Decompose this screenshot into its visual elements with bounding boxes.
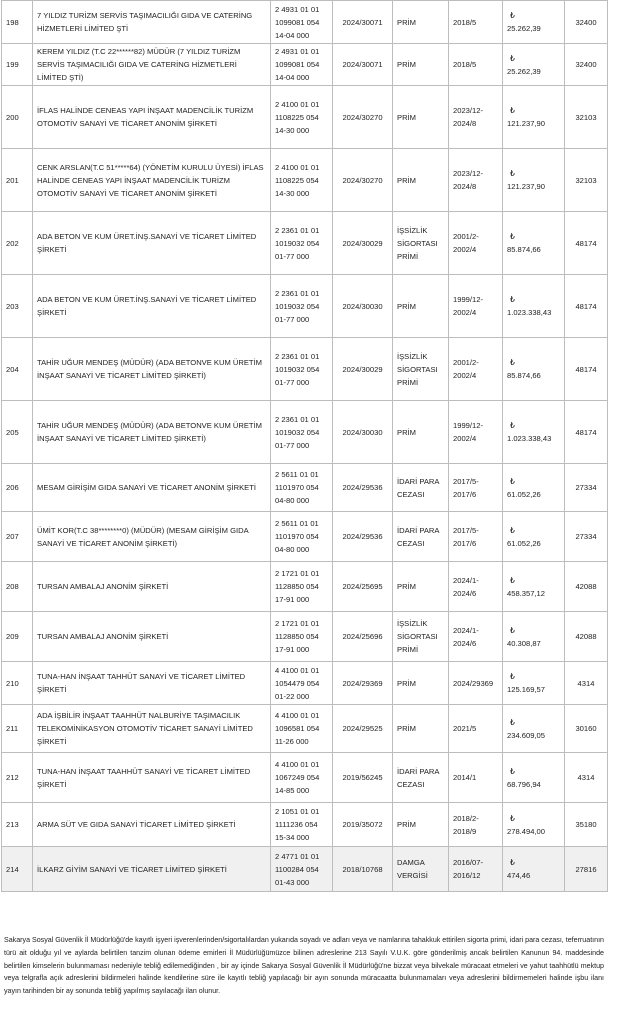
table-row [2,1,608,44]
registry-number [271,86,333,149]
debt-amount [503,612,565,662]
table-row [2,44,608,86]
table-row [2,86,608,149]
debt-amount [503,86,565,149]
row-number: 198 [2,1,33,44]
debt-amount [503,562,565,612]
currency-symbol: ₺ [510,813,515,823]
office-code: 48174 [565,275,608,338]
debtor-name: 7 YILDIZ TURİZM SERVİS TAŞIMACILIĞI GIDA VE CATERİNG HİZMETLERİ LİMİTED ŞTİ [33,1,271,44]
registry-line: 1111236 054 [275,820,318,829]
registry-number [271,753,333,803]
debt-amount [503,275,565,338]
document-number: 2024/30270 [333,86,393,149]
registry-line: 1019032 054 [275,427,320,437]
registry-number [271,338,333,401]
registry-number [271,612,333,662]
amount-value: 68.796,94 [507,779,541,789]
document-number: 2024/30030 [333,275,393,338]
amount-value: 25.262,39 [507,66,541,76]
document-number: 2024/29525 [333,705,393,753]
registry-line: 2 4100 01 01 [275,162,320,172]
debtor-name: KEREM YILDIZ (T.C 22******82) MÜDÜR (7 YILDIZ TURİZM SERVİS TAŞIMACILIĞI GIDA VE CATERİNG HİZMETLERİ LİMİTED ŞTİ) [33,44,271,86]
table-row [2,149,608,212]
debtor-name: TAHİR UĞUR MENDEŞ (MÜDÜR) (ADA BETONVE KUM ÜRETİM İNŞAAT SANAYİ VE TİCARET LİMİTED ŞİRKETİ) [33,401,271,464]
currency-symbol: ₺ [510,625,515,635]
currency-symbol: ₺ [510,717,515,727]
registry-number [271,1,333,44]
document-number: 2019/35072 [333,803,393,847]
debt-period: 2017/5-2017/6 [449,464,503,512]
debt-period: 1999/12-2002/4 [449,275,503,338]
registry-line: 1019032 054 [275,238,320,248]
row-number: 212 [2,753,33,803]
registry-line: 2 5611 01 01 [275,519,319,528]
registry-number [271,512,333,562]
debt-amount [503,662,565,705]
office-code: 48174 [565,401,608,464]
registry-line: 1019032 054 [275,364,320,374]
registry-line: 4 4100 01 01 [275,665,320,675]
table-row [2,847,608,892]
office-code: 30160 [565,705,608,753]
debt-period: 2021/5 [449,705,503,753]
debt-type: İDARİ PARA CEZASI [393,512,449,562]
debt-period: 2018/5 [449,1,503,44]
registry-number [271,803,333,847]
office-code: 4314 [565,753,608,803]
office-code: 42088 [565,562,608,612]
table-row [2,662,608,705]
office-code: 27334 [565,464,608,512]
amount-value: 121.237,90 [507,119,546,128]
debtor-name: TUNA-HAN İNŞAAT TAHHÜT SANAYİ VE TİCARET LİMİTED ŞİRKETİ [33,662,271,705]
amount-value: 61.052,26 [507,489,541,499]
registry-line: 01-77 000 [275,251,310,261]
debt-period: 2023/12-2024/8 [449,86,503,149]
currency-symbol: ₺ [510,672,515,681]
row-number: 207 [2,512,33,562]
document-number: 2024/30029 [333,212,393,275]
debt-type: PRİM [393,44,449,86]
registry-line: 2 5611 01 01 [275,470,319,479]
debtor-name: TURSAN AMBALAJ ANONİM ŞİRKETİ [33,562,271,612]
registry-line: 4 4100 01 01 [275,760,320,769]
registry-number [271,662,333,705]
registry-line: 15-34 000 [275,833,310,842]
registry-number [271,212,333,275]
amount-value: 474,46 [507,871,531,880]
row-number: 200 [2,86,33,149]
debtor-name: İLKARZ GİYİM SANAYİ VE TİCARET LİMİTED ŞİRKETİ [33,847,271,892]
debt-type: PRİM [393,1,449,44]
registry-line: 1101970 054 [275,532,319,541]
registry-number [271,705,333,753]
registry-line: 2 4771 01 01 [275,851,320,861]
row-number: 203 [2,275,33,338]
currency-symbol: ₺ [510,295,515,304]
table-row [2,803,608,847]
registry-line: 1108225 054 [275,175,319,185]
debt-period: 2001/2-2002/4 [449,338,503,401]
table-row [2,753,608,803]
registry-number [271,275,333,338]
office-code: 32400 [565,1,608,44]
amount-value: 125.169,57 [507,685,546,694]
debt-period: 2024/29369 [449,662,503,705]
registry-line: 2 1721 01 01 [275,569,320,578]
row-number: 209 [2,612,33,662]
debt-amount [503,847,565,892]
amount-value: 121.237,90 [507,182,546,191]
registry-line: 2 4931 01 01 [275,47,320,56]
debtor-name: TAHİR UĞUR MENDEŞ (MÜDÜR) (ADA BETONVE KUM ÜRETİM İNŞAAT SANAYİ VE TİCARET LİMİTED ŞİRKETİ) [33,338,271,401]
debt-period: 2018/2-2018/9 [449,803,503,847]
table-row [2,512,608,562]
document-number: 2024/30029 [333,338,393,401]
debt-amount [503,149,565,212]
office-code: 4314 [565,662,608,705]
document-number: 2024/30030 [333,401,393,464]
debt-type: PRİM [393,275,449,338]
office-code: 42088 [565,612,608,662]
registry-line: 01-77 000 [275,314,310,324]
registry-number [271,562,333,612]
currency-symbol: ₺ [510,232,515,241]
currency-symbol: ₺ [510,421,515,430]
registry-line: 1128850 054 [275,632,319,641]
amount-value: 1.023.338,43 [507,434,552,443]
row-number: 210 [2,662,33,705]
debtor-table [1,0,608,892]
debtor-name: ADA BETON VE KUM ÜRET.İNŞ.SANAYİ VE TİCARET LİMİTED ŞİRKETİ [33,212,271,275]
office-code: 35180 [565,803,608,847]
registry-number [271,847,333,892]
debt-type: İŞSİZLİK SİGORTASI PRİMİ [393,338,449,401]
debt-period: 2023/12-2024/8 [449,149,503,212]
document-number: 2024/29536 [333,512,393,562]
debt-amount [503,464,565,512]
debt-period: 2024/1-2024/6 [449,562,503,612]
debt-type: PRİM [393,149,449,212]
registry-line: 17-91 000 [275,645,310,654]
amount-value: 234.609,05 [507,730,546,740]
debt-amount [503,512,565,562]
registry-line: 14-30 000 [275,188,310,198]
registry-line: 2 2361 01 01 [275,414,320,424]
registry-line: 17-91 000 [275,595,310,604]
debtor-name: TUNA-HAN İNŞAAT TAAHHÜT SANAYİ VE TİCARET LİMİTED ŞİRKETİ [33,753,271,803]
registry-line: 1100284 054 [275,864,319,874]
office-code: 48174 [565,212,608,275]
debt-type: İŞSİZLİK SİGORTASI PRİMİ [393,612,449,662]
debtor-name: ÜMİT KOR(T.C 38********0) (MÜDÜR) (MESAM GİRİŞİM GIDA SANAYİ VE TİCARET ANONİM ŞİRKETİ) [33,512,271,562]
debt-type: İŞSİZLİK SİGORTASI PRİMİ [393,212,449,275]
debt-type: PRİM [393,705,449,753]
table-row [2,562,608,612]
registry-line: 1099081 054 [275,17,320,27]
row-number: 204 [2,338,33,401]
office-code: 27816 [565,847,608,892]
registry-line: 1067249 054 [275,773,320,782]
debt-period: 2017/5-2017/6 [449,512,503,562]
registry-line: 2 4931 01 01 [275,4,320,14]
table-row [2,338,608,401]
table-row [2,275,608,338]
row-number: 201 [2,149,33,212]
debt-period: 2001/2-2002/4 [449,212,503,275]
registry-line: 1054479 054 [275,678,320,688]
document-number: 2024/29536 [333,464,393,512]
registry-line: 1128850 054 [275,582,319,591]
registry-line: 4 4100 01 01 [275,711,320,720]
document-number: 2024/30270 [333,149,393,212]
amount-value: 85.874,66 [507,371,541,380]
registry-line: 14-04 000 [275,30,310,40]
amount-value: 458.357,12 [507,588,546,598]
registry-line: 2 4100 01 01 [275,99,320,109]
document-number: 2018/10768 [333,847,393,892]
debt-type: İDARİ PARA CEZASI [393,753,449,803]
registry-number [271,464,333,512]
debt-amount [503,212,565,275]
currency-symbol: ₺ [510,858,515,867]
registry-line: 2 2361 01 01 [275,225,320,235]
debt-amount [503,1,565,44]
registry-line: 01-77 000 [275,377,310,387]
document-number: 2024/30071 [333,44,393,86]
currency-symbol: ₺ [510,766,515,776]
currency-symbol: ₺ [510,11,515,20]
document-number: 2024/25695 [333,562,393,612]
row-number: 213 [2,803,33,847]
debtor-name: CENK ARSLAN(T.C 51*****64) (YÖNETİM KURULU ÜYESİ) İFLAS HALİNDE CENEAS YAPI İNŞAAT MADENCİLİK TURİZM OTOMOTİV SANAYİ VE TİCARET ANONİM ŞİRKETİ [33,149,271,212]
table-row [2,612,608,662]
amount-value: 85.874,66 [507,245,541,254]
debtor-name: ADA BETON VE KUM ÜRET.İNŞ.SANAYİ VE TİCARET LİMİTED ŞİRKETİ [33,275,271,338]
currency-symbol: ₺ [510,53,515,63]
registry-line: 04-80 000 [275,496,310,505]
currency-symbol: ₺ [510,476,515,486]
row-number: 199 [2,44,33,86]
currency-symbol: ₺ [510,106,515,115]
row-number: 208 [2,562,33,612]
debt-type: PRİM [393,562,449,612]
currency-symbol: ₺ [510,169,515,178]
debt-period: 2016/07-2016/12 [449,847,503,892]
table-row [2,212,608,275]
row-number: 214 [2,847,33,892]
debt-amount [503,338,565,401]
registry-number [271,149,333,212]
debt-amount [503,44,565,86]
debtor-name: İFLAS HALİNDE CENEAS YAPI İNŞAAT MADENCİLİK TURİZM OTOMOTİV SANAYİ VE TİCARET ANONİM ŞİRKETİ [33,86,271,149]
debt-amount [503,401,565,464]
currency-symbol: ₺ [510,575,515,585]
debt-type: İDARİ PARA CEZASI [393,464,449,512]
debt-type: PRİM [393,401,449,464]
debt-period: 2024/1-2024/6 [449,612,503,662]
document-number: 2019/56245 [333,753,393,803]
document-number: 2024/29369 [333,662,393,705]
registry-line: 2 1721 01 01 [275,619,320,628]
row-number: 205 [2,401,33,464]
notice-text: Sakarya Sosyal Güvenlik İl Müdürlüğü'de kayıtlı işyeri işverenlerinden/sigortalılardan yukarıda soyadı ve adları veya ve namlarına tahakkuk ettirilen sigorta primi, idari para cezası, teferruatının türü ait olduğu yıl ve aylarda belirtilen tanzim olunan ödeme emirleri İl Müdürlüğümüzce bilinen adreslerine 213 Sayılı V.U.K. göre gönderilmiş ancak belirtilen Kanunun 94. maddesinde belirtilen kimselerin bulunmaması nedeniyle tebliğ edilemediğinden , bir ay içinde Sakarya Sosyal Güvenlik İl Müdürlüğü'ne bizzat veya bilvekale müracaat etmeleri ve yahut taahhütlü mektup veya telgrafla açık adreslerini bildirmeleri halinde kendilerine süre ile kayıtlı tebliğ yapılacağı bir ayın sonunda müracaatta bulunmamaları veya adreslerini bildirmemeleri halinde işbu ilanı yayın tarihinden bir ay sonunda tebliğ yapılmış sayılacağı ilan olunur. [4,936,604,996]
debt-period: 1999/12-2002/4 [449,401,503,464]
office-code: 48174 [565,338,608,401]
debtor-name: ADA İŞBİLİR İNŞAAT TAAHHÜT NALBURİYE TAŞIMACILIK TELEKOMİNİKASYON OTOMOTİV TİCARET SANAYİ LİMİTED ŞİRKETİ [33,705,271,753]
registry-number [271,401,333,464]
registry-line: 14-85 000 [275,786,310,795]
debt-period: 2014/1 [449,753,503,803]
registry-number [271,44,333,86]
debt-amount [503,753,565,803]
debt-type: PRİM [393,662,449,705]
table-row [2,401,608,464]
registry-line: 01-43 000 [275,877,310,887]
registry-line: 01-77 000 [275,440,310,450]
registry-line: 1096581 054 [275,724,320,733]
row-number: 211 [2,705,33,753]
registry-line: 11-26 000 [275,737,309,746]
debtor-name: ARMA SÜT VE GIDA SANAYİ TİCARET LİMİTED ŞİRKETİ [33,803,271,847]
registry-line: 1099081 054 [275,60,320,69]
registry-line: 14-30 000 [275,125,310,135]
debtor-name: TURSAN AMBALAJ ANONİM ŞİRKETİ [33,612,271,662]
registry-line: 1108225 054 [275,112,319,122]
document-number: 2024/25696 [333,612,393,662]
amount-value: 1.023.338,43 [507,308,552,317]
office-code: 32103 [565,86,608,149]
registry-line: 14-04 000 [275,73,310,82]
row-number: 202 [2,212,33,275]
debt-type: DAMGA VERGİSİ [393,847,449,892]
debt-period: 2018/5 [449,44,503,86]
debt-amount [503,705,565,753]
debt-amount [503,803,565,847]
amount-value: 25.262,39 [507,24,541,33]
currency-symbol: ₺ [510,525,515,535]
registry-line: 2 2361 01 01 [275,288,320,298]
document-number: 2024/30071 [333,1,393,44]
currency-symbol: ₺ [510,358,515,367]
debt-type: PRİM [393,803,449,847]
table-row [2,464,608,512]
amount-value: 61.052,26 [507,538,541,548]
office-code: 27334 [565,512,608,562]
registry-line: 01-22 000 [275,691,310,701]
registry-line: 2 2361 01 01 [275,351,320,361]
amount-value: 40.308,87 [507,638,541,648]
office-code: 32400 [565,44,608,86]
amount-value: 278.494,00 [507,826,546,836]
row-number: 206 [2,464,33,512]
debt-type: PRİM [393,86,449,149]
table-row [2,705,608,753]
registry-line: 2 1051 01 01 [275,807,320,816]
debtor-name: MESAM GİRİŞİM GIDA SANAYİ VE TİCARET ANONİM ŞİRKETİ [33,464,271,512]
office-code: 32103 [565,149,608,212]
registry-line: 04-80 000 [275,545,310,554]
registry-line: 1101970 054 [275,483,319,492]
registry-line: 1019032 054 [275,301,320,311]
